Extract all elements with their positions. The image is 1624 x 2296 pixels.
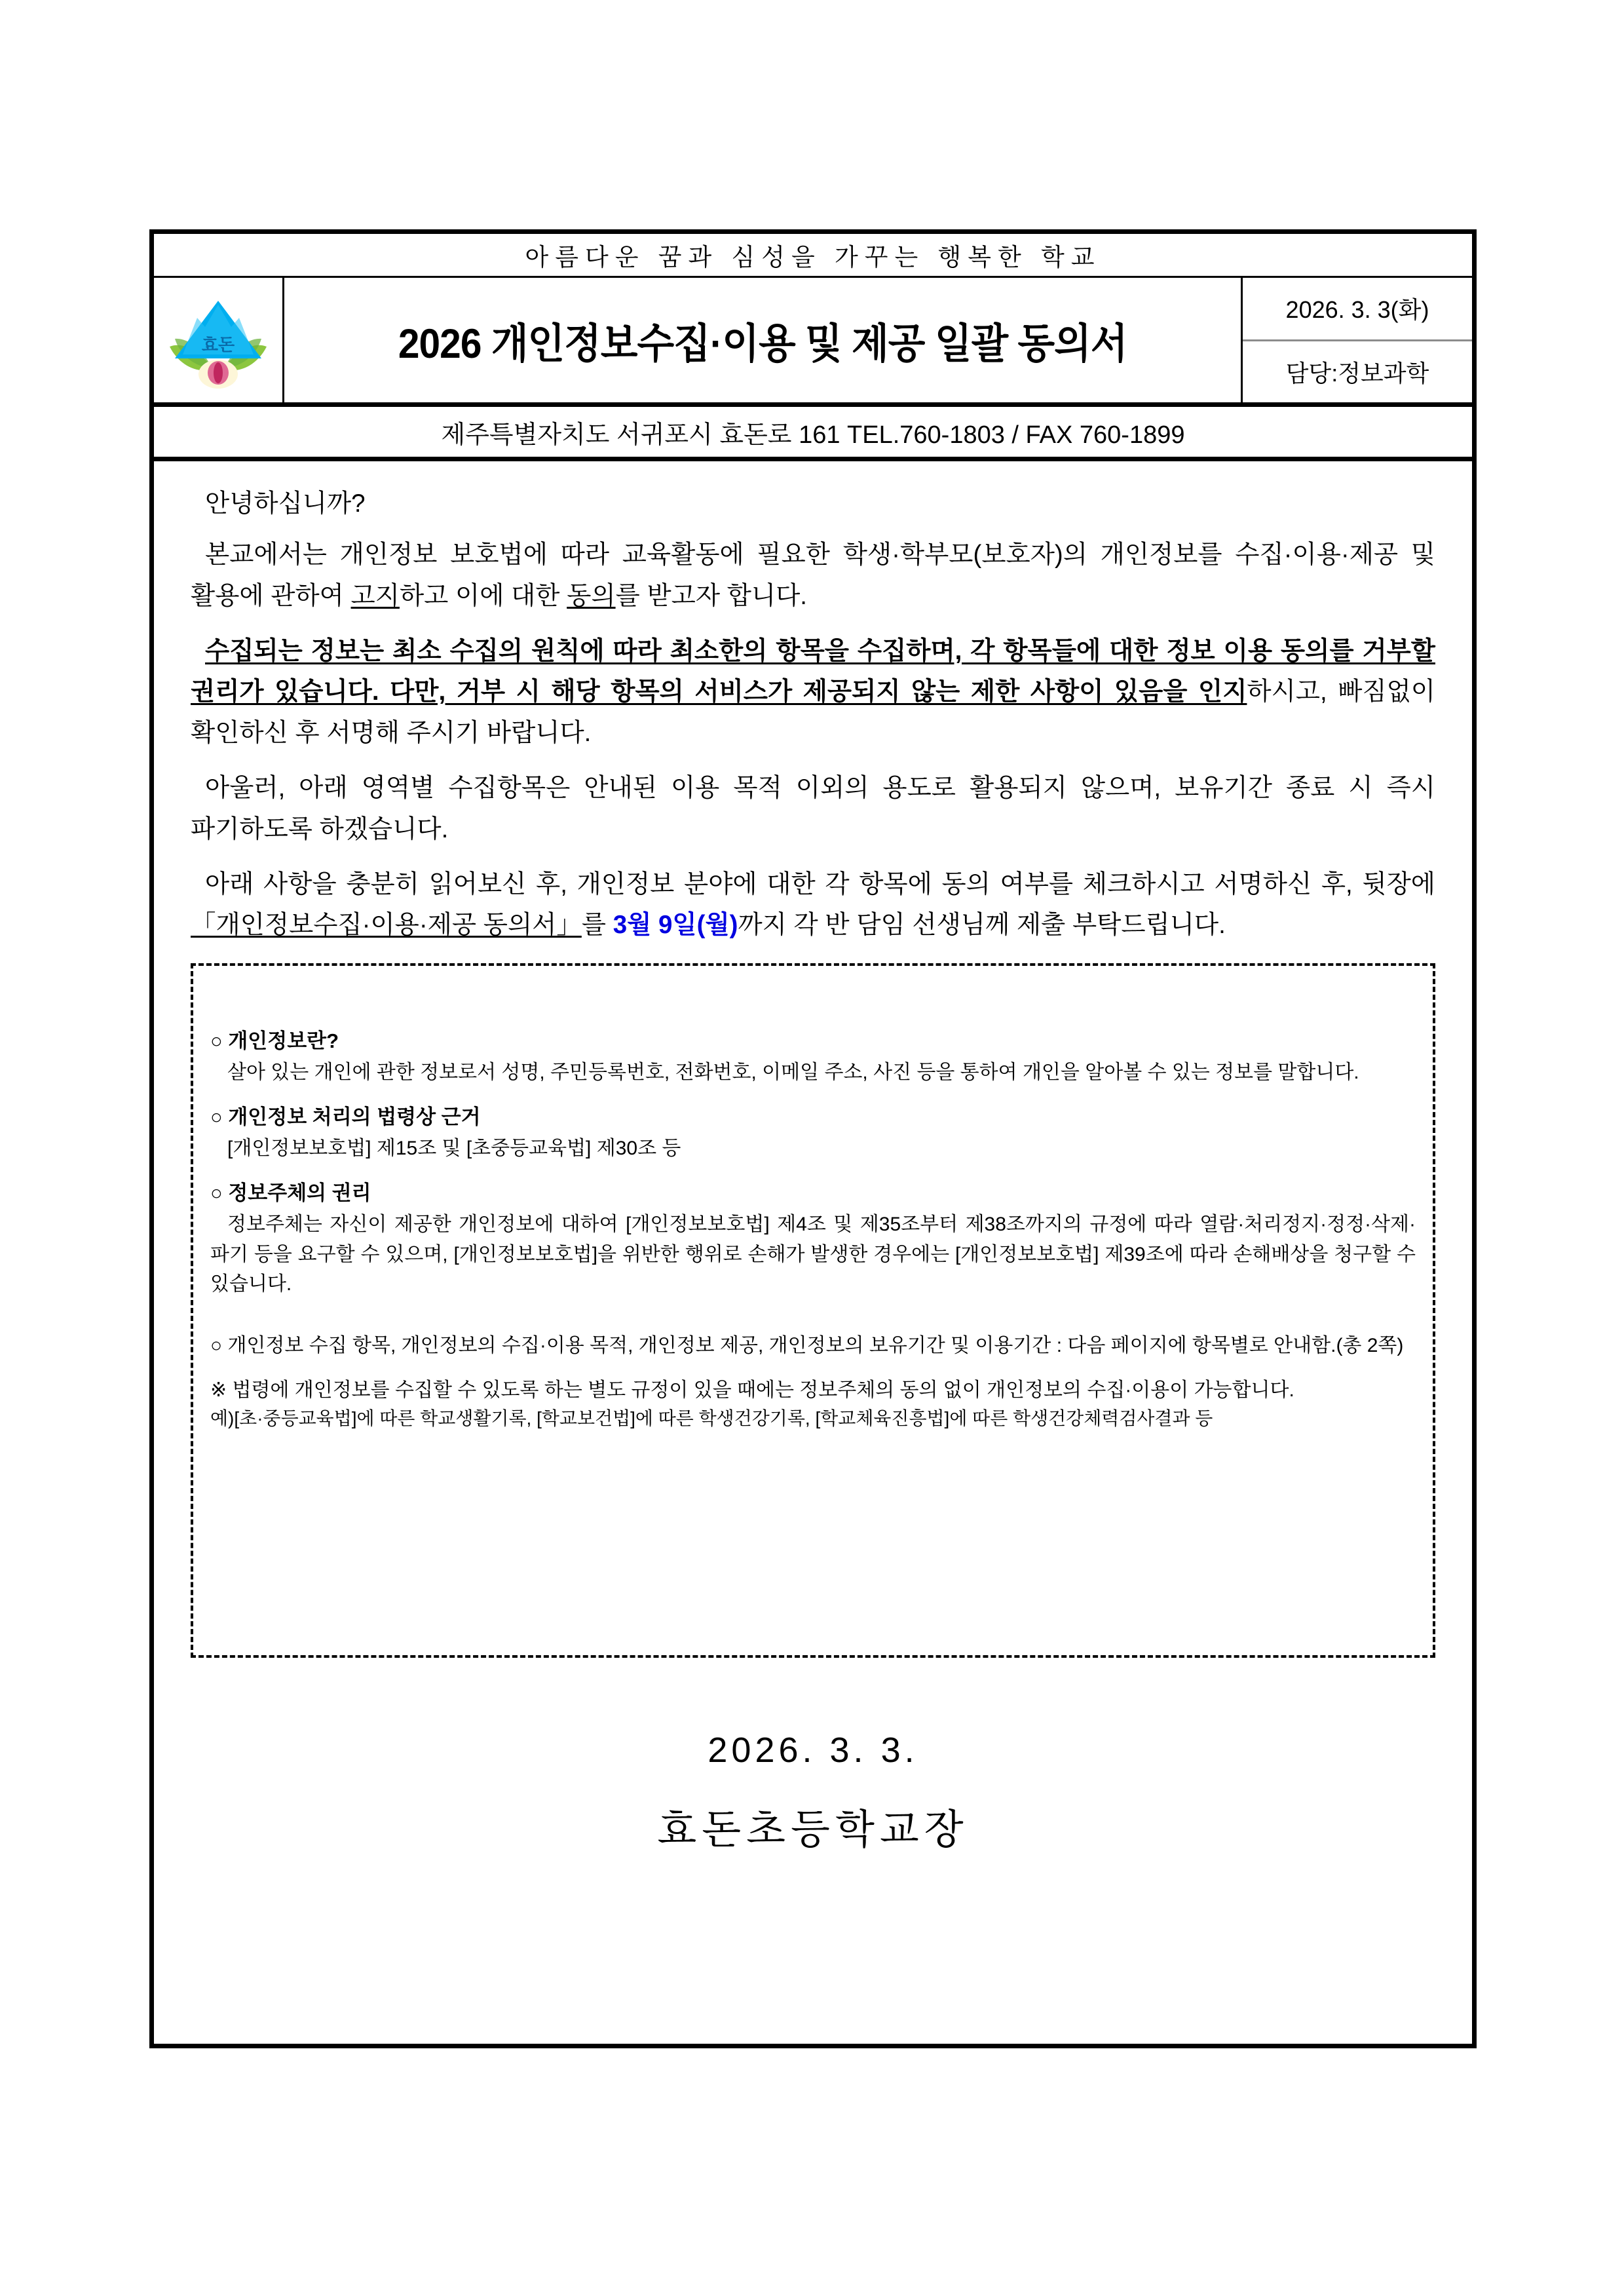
notice-item-definition-text: 살아 있는 개인에 관한 정보로서 성명, 주민등록번호, 전화번호, 이메일 주소, 사진 등을 통하여 개인을 알아볼 수 있는 정보를 말합니다.	[227, 1062, 1359, 1084]
footer-signer: 효돈초등학교장	[657, 1807, 969, 1852]
notice-item-definition-heading	[210, 1026, 1416, 1057]
header-main-row	[154, 278, 1472, 407]
notice-item-data-subject-rights-text: 정보주체는 자신이 제공한 개인정보에 대하여 [개인정보보호법] 제4조 및 제35조부터 제38조까지의 규정에 따라 열람·처리정지·정정·삭제·파기 등을 요구할 수 있으며, [개인정보보호법]을 위반한 행위로 손해가 발생한 경우에는 [개인정보보호법] 제39조에 따라 손해배상을 청구할 수 있습니다.	[210, 1214, 1416, 1295]
notice-spacer	[210, 1314, 1416, 1331]
school-tagline-row	[154, 234, 1472, 278]
issue-date: 2026. 3. 3(화)	[1243, 278, 1472, 341]
paragraph-purpose-part2: 하고 이에 대한	[399, 581, 567, 610]
notice-item-legal-basis-heading	[210, 1102, 1416, 1133]
privacy-notice-box	[191, 963, 1435, 1658]
paragraph-submission-deadline: 3월 9일(월)	[613, 911, 738, 940]
paragraph-submission-form-name: 「개인정보수집·이용·제공 동의서」	[191, 911, 582, 940]
notice-item-data-subject-rights-title: 정보주체의 권리	[228, 1181, 371, 1204]
responsible-department: 담당:정보과학	[1285, 359, 1429, 387]
paragraph-purpose	[191, 535, 1435, 617]
document-title: 2026 개인정보수집·이용 및 제공 일괄 동의서	[398, 320, 1127, 367]
notice-item-legal-exception-example: 예)[초·중등교육법]에 따른 학교생활기록, [학교보건법]에 따른 학생건강기록, [학교체육진흥법]에 따른 학생건강체력검사결과 등	[210, 1408, 1213, 1429]
footer-date: 2026. 3. 3.	[708, 1730, 918, 1770]
notice-item-legal-exception-text: ※ 법령에 개인정보를 수집할 수 있도록 하는 별도 규정이 있을 때에는 정보주체의 동의 없이 개인정보의 수집·이용이 가능합니다.	[210, 1379, 1294, 1401]
notice-item-data-subject-rights-heading	[210, 1178, 1416, 1209]
bullet-circle-icon: ○	[210, 1029, 223, 1052]
paragraph-purpose-underline1: 고지	[350, 581, 400, 610]
paragraph-purpose-part1: 본교에서는 개인정보 보호법에 따라 교육활동에 필요한 학생·학부모(보호자)의 개인정보를 수집·이용·제공 및 활용에 관하여	[191, 541, 1435, 610]
notice-item-legal-basis-text: [개인정보보호법] 제15조 및 [초중등교육법] 제30조 등	[227, 1138, 681, 1160]
document-title-cell	[284, 278, 1241, 402]
school-tagline: 아름다운 꿈과 심성을 가꾸는 행복한 학교	[525, 244, 1101, 271]
greeting-text: 안녕하십니까?	[205, 489, 366, 518]
school-emblem-icon	[166, 290, 271, 390]
paragraph-submission-part2: 를	[581, 911, 613, 940]
paragraph-rights-rest: 하시고, 빠짐없이 확인하신 후 서명해 주시기 바랍니다.	[191, 678, 1435, 747]
school-emblem-cell	[154, 278, 284, 402]
school-address: 제주특별자치도 서귀포시 효돈로 161 TEL.760-1803 / FAX 760-1899	[441, 421, 1185, 449]
notice-item-collection-scope-text: ○ 개인정보 수집 항목, 개인정보의 수집·이용 목적, 개인정보 제공, 개인정보의 보유기간 및 이용기간 : 다음 페이지에 항목별로 안내함.(총 2쪽)	[210, 1335, 1404, 1357]
bullet-circle-icon: ○	[210, 1181, 223, 1204]
notice-item-legal-basis-title: 개인정보 처리의 법령상 근거	[228, 1105, 481, 1128]
paragraph-submission-part1: 아래 사항을 충분히 읽어보신 후, 개인정보 분야에 대한 각 항목에 동의 여부를 체크하시고 서명하신 후, 뒷장에	[205, 870, 1435, 898]
notice-item-legal-basis	[210, 1102, 1416, 1164]
document-body	[154, 461, 1472, 946]
paragraph-rights-emphasis: 수집되는 정보는 최소 수집의 원칙에 따라 최소한의 항목을 수집하며, 각 항목들에 대한 정보 이용 동의를 거부할 권리가 있습니다. 다만, 거부 시 해당 항목의 서비스가 제공되지 않는 제한 사항이 있음을 인지	[191, 637, 1435, 706]
paragraph-rights-notice	[191, 631, 1435, 754]
notice-item-definition	[210, 1026, 1416, 1088]
document-page	[149, 229, 1477, 2048]
document-footer	[154, 1730, 1472, 1855]
paragraph-purpose-part3: 를 받고자 합니다.	[615, 581, 808, 610]
paragraph-submission	[191, 864, 1435, 946]
school-address-row	[154, 407, 1472, 461]
paragraph-retention: 아울러, 아래 영역별 수집항목은 안내된 이용 목적 이외의 용도로 활용되지 않으며, 보유기간 종료 시 즉시 파기하도록 하겠습니다.	[191, 774, 1435, 843]
bullet-circle-icon: ○	[210, 1105, 223, 1128]
notice-item-legal-exception	[210, 1375, 1416, 1433]
notice-item-data-subject-rights	[210, 1178, 1416, 1299]
header-meta-cell	[1241, 278, 1472, 402]
notice-item-definition-title: 개인정보란?	[228, 1029, 339, 1052]
paragraph-submission-part3: 까지 각 반 담임 선생님께 제출 부탁드립니다.	[738, 911, 1226, 940]
notice-item-collection-scope	[210, 1331, 1416, 1361]
emblem-text: 효돈	[201, 335, 235, 354]
paragraph-purpose-underline2: 동의	[567, 581, 616, 610]
